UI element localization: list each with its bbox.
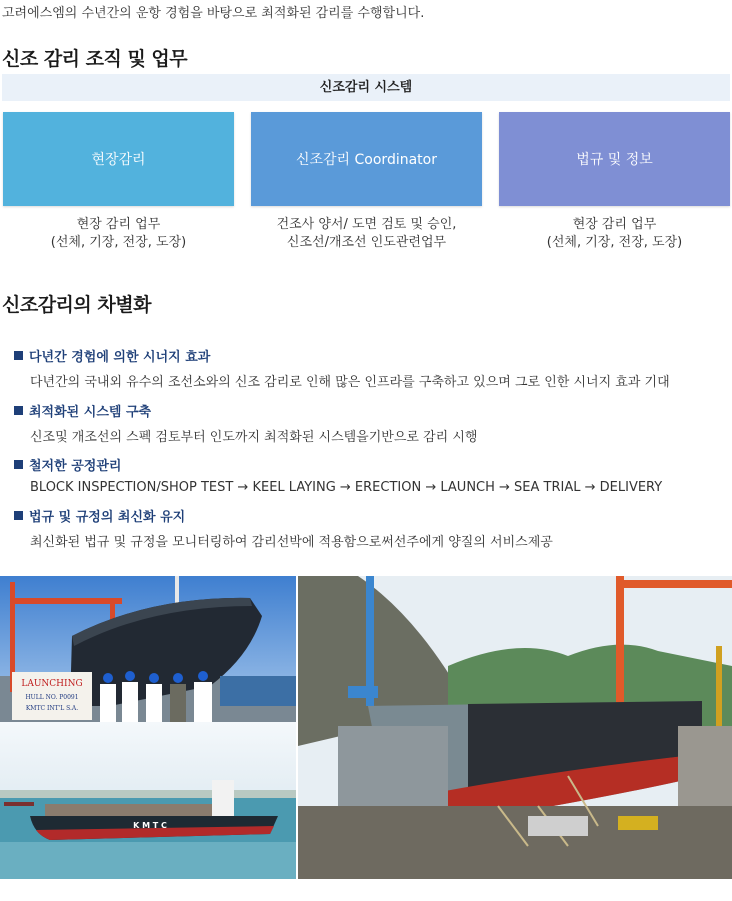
system-label-bar: 신조감리 시스템 <box>2 74 730 101</box>
feature-body: 신조및 개조선의 스펙 검토부터 인도까지 최적화된 시스템을기반으로 감리 시행 <box>30 430 478 445</box>
role-box-label: 법규 및 정보 <box>576 152 653 168</box>
square-bullet-icon <box>14 511 23 520</box>
feature-title-text: 법규 및 규정의 최신화 유지 <box>29 510 186 525</box>
role-box-label: 신조감리 Coordinator <box>295 152 437 168</box>
role-desc-line: (선체, 기장, 전장, 도장) <box>50 235 187 250</box>
section-heading-differentiation: 신조감리의 차별화 <box>2 294 151 316</box>
role-desc-line: 건조사 양서/ 도면 검토 및 승인, <box>276 217 457 232</box>
feature-item <box>14 506 724 550</box>
role-box-coordinator <box>251 112 482 206</box>
ship-hull-lettering: K M T C <box>133 821 167 830</box>
section-heading-organization: 신조 감리 조직 및 업무 <box>2 48 188 70</box>
role-description <box>499 216 730 252</box>
feature-body: 다년간의 국내외 유수의 조선소와의 신조 감리로 인해 많은 인프라를 구축하고 있으며 그로 인한 시너지 효과 기대 <box>30 375 670 390</box>
feature-title-text: 최적화된 시스템 구축 <box>29 405 152 420</box>
container-ship-photo <box>0 722 296 879</box>
launching-ceremony-photo <box>0 576 296 722</box>
feature-item <box>14 346 724 390</box>
feature-body: 최신화된 법규 및 규정을 모니터링하여 감리선박에 적용함으로써선주에게 양질의 서비스제공 <box>30 535 553 550</box>
role-desc-line: (선체, 기장, 전장, 도장) <box>546 235 683 250</box>
role-box-regulations <box>499 112 730 206</box>
dry-dock-construction-photo <box>298 576 732 879</box>
feature-title-text: 철저한 공정관리 <box>29 459 122 474</box>
role-box-field-supervision <box>3 112 234 206</box>
role-box-label: 현장감리 <box>91 152 146 168</box>
feature-item <box>14 455 724 495</box>
launch-sign-title: LAUNCHING <box>21 679 83 689</box>
feature-item <box>14 401 724 445</box>
square-bullet-icon <box>14 406 23 415</box>
launch-sign-owner: KMTC INT'L S.A. <box>25 705 79 712</box>
role-description <box>3 216 234 252</box>
square-bullet-icon <box>14 460 23 469</box>
launch-sign-hull: HULL NO. P0091 <box>25 694 79 701</box>
feature-title <box>14 346 724 365</box>
role-desc-line: 현장 감리 업무 <box>572 217 657 232</box>
feature-title <box>14 455 724 474</box>
feature-title-text: 다년간 경험에 의한 시너지 효과 <box>29 350 211 365</box>
role-desc-line: 현장 감리 업무 <box>76 217 161 232</box>
square-bullet-icon <box>14 351 23 360</box>
role-desc-line: 신조선/개조선 인도관련업무 <box>286 235 447 250</box>
feature-title <box>14 401 724 420</box>
intro-text: 고려에스엠의 수년간의 운항 경험을 바탕으로 최적화된 감리를 수행합니다. <box>2 6 425 21</box>
feature-title <box>14 506 724 525</box>
role-description <box>251 216 482 252</box>
feature-body: BLOCK INSPECTION/SHOP TEST → KEEL LAYING → ERECTION → LAUNCH → SEA TRIAL → DELIVERY <box>30 480 663 495</box>
